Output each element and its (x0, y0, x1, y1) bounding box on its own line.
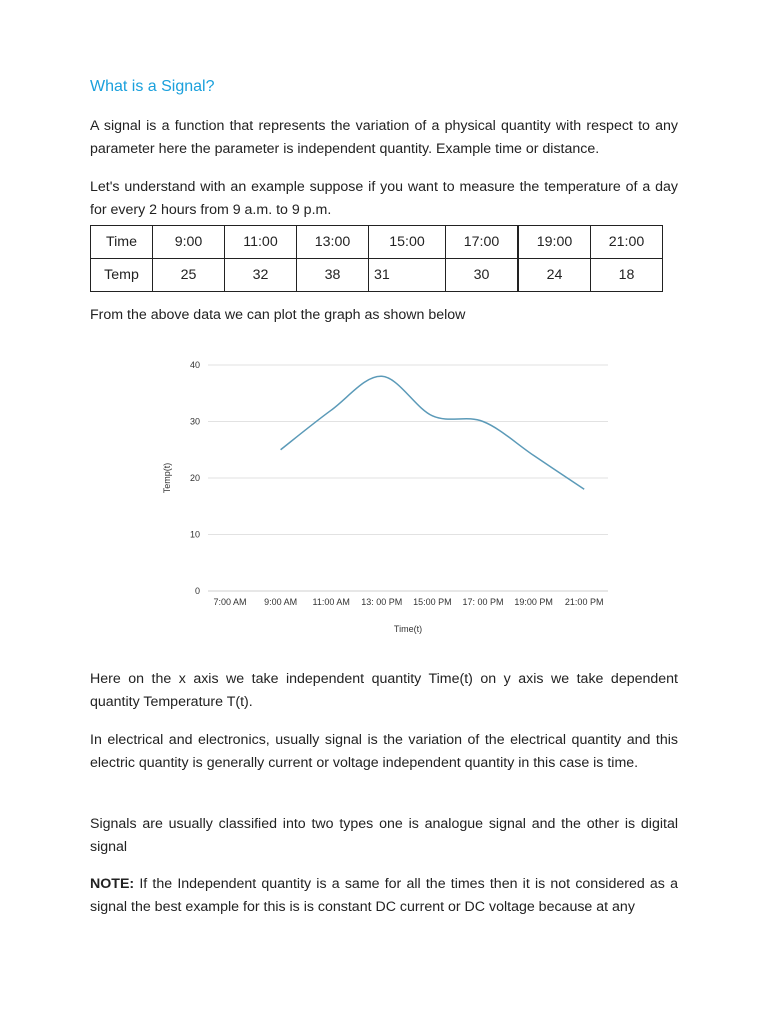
table-cell: 21:00 (591, 226, 663, 259)
table-cell: 11:00 (225, 226, 297, 259)
x-tick-label: 21:00 PM (564, 597, 604, 607)
x-tick-label: 19:00 PM (514, 597, 553, 607)
temperature-series-line (281, 376, 585, 489)
paragraph-plot-intro: From the above data we can plot the graph as shown below (90, 307, 466, 323)
table-cell: 13:00 (297, 226, 369, 259)
x-axis-title: Time(t) (393, 624, 423, 634)
table-cell: 9:00 (153, 226, 225, 259)
x-tick-label: 11:00 AM (312, 597, 350, 607)
table-cell-label: Time (91, 226, 153, 259)
table-cell: 17:00 (446, 226, 519, 259)
table-cell: 15:00 (369, 226, 446, 259)
page-title: What is a Signal? (90, 78, 215, 95)
y-tick-label: 20 (189, 473, 200, 483)
y-tick-label: 40 (189, 360, 200, 370)
note-label: NOTE: (90, 876, 135, 892)
y-tick-label: 0 (194, 586, 200, 596)
table-cell: 31 (369, 259, 446, 292)
table-cell: 25 (153, 259, 225, 292)
table-cell: 24 (518, 259, 591, 292)
table-cell: 30 (446, 259, 519, 292)
paragraph-axes: Here on the x axis we take independent quantity Time(t) on y axis we take dependent quantity Temperature T(t). (90, 671, 678, 710)
x-tick-label: 15:00 PM (413, 597, 452, 607)
paragraph-electrical: In electrical and electronics, usually signal is the variation of the electrical quantity and this electric quantity is generally current or voltage independent quantity in this case is time. (90, 732, 678, 771)
table-row-temp (91, 259, 663, 292)
table-cell-label: Temp (91, 259, 153, 292)
x-tick-label: 7:00 AM (213, 597, 247, 607)
paragraph-example: Let's understand with an example suppose if you want to measure the temperature of a day for every 2 hours from 9 a.m. to 9 p.m. (90, 179, 678, 218)
temperature-table-wrapper (90, 225, 663, 292)
paragraph-note (90, 873, 678, 919)
y-axis-title: Temp(t) (162, 462, 172, 494)
table-cell: 18 (591, 259, 663, 292)
y-tick-label: 30 (189, 416, 200, 427)
temperature-chart-svg (146, 345, 614, 637)
x-tick-label: 13: 00 PM (361, 597, 403, 607)
table-cell: 19:00 (518, 226, 591, 259)
x-tick-label: 17: 00 PM (462, 597, 504, 607)
table-cell: 32 (225, 259, 297, 292)
paragraph-definition: A signal is a function that represents the variation of a physical quantity with respect to any parameter here the parameter is independent quantity. Example time or distance. (90, 118, 678, 157)
y-tick-label: 10 (189, 529, 200, 540)
temperature-chart (146, 345, 614, 637)
x-tick-label: 9:00 AM (264, 597, 298, 607)
table-cell: 38 (297, 259, 369, 292)
table-row-time (91, 226, 663, 259)
paragraph-types: Signals are usually classified into two types one is analogue signal and the other is digital signal (90, 816, 678, 855)
note-text: If the Independent quantity is a same for all the times then it is not considered as a signal the best example for this is is constant DC current or DC voltage because at any (90, 876, 678, 915)
temperature-table (90, 225, 663, 292)
